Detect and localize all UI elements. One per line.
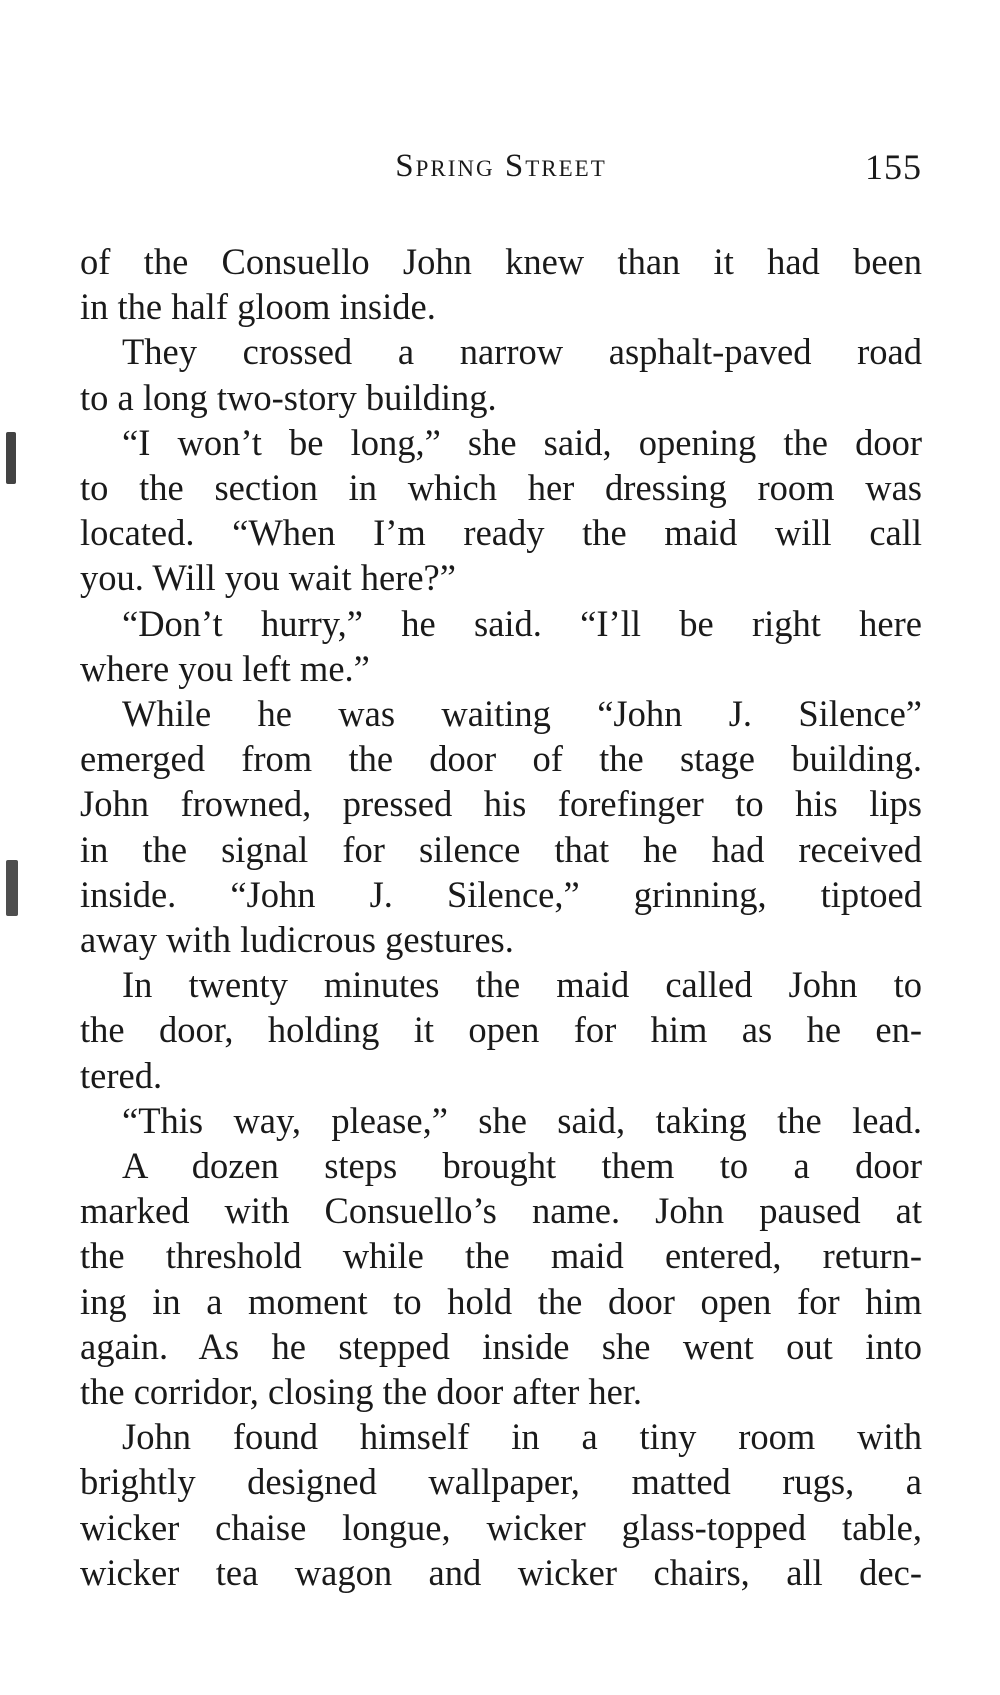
paragraph [80,691,922,962]
text-line: inside. “John J. Silence,” grinning, tiptoed [80,873,922,915]
text-line: John found himself in a tiny room with [122,1416,922,1458]
paragraph [80,1414,922,1595]
text-line: to the section in which her dressing room was [80,467,922,509]
paragraph [80,1098,922,1143]
paragraph [80,420,922,601]
running-title: Spring Street [395,148,607,184]
text-line: to a long two-story building. [80,376,497,418]
text-line: “I won’t be long,” she said, opening the door [122,421,922,463]
text-line: the threshold while the maid entered, return- [80,1235,922,1277]
scan-speck [6,432,16,484]
text-line: in the signal for silence that he had received [80,828,922,870]
paragraph [80,601,922,691]
paragraph [80,329,922,419]
text-line: again. As he stepped inside she went out into [80,1325,922,1367]
text-line: ing in a moment to hold the door open for him [80,1280,922,1322]
paragraph [80,239,922,329]
text-line: located. “When I’m ready the maid will call [80,512,922,554]
text-line: They crossed a narrow asphalt-paved road [122,331,922,373]
text-line: away with ludicrous gestures. [80,919,514,961]
running-head [80,148,922,194]
text-line: “Don’t hurry,” he said. “I’ll be right here [122,602,922,644]
text-line: you. Will you wait here?” [80,557,456,599]
text-line: the corridor, closing the door after her. [80,1371,643,1413]
text-line: “This way, please,” she said, taking the lead. [122,1099,922,1141]
text-line: In twenty minutes the maid called John to [122,964,922,1006]
text-line: of the Consuello John knew than it had been [80,241,922,282]
text-line: tered. [80,1054,163,1096]
scan-speck [6,860,18,916]
text-line: A dozen steps brought them to a door [122,1145,922,1187]
text-line: emerged from the door of the stage building. [80,738,922,780]
page-number: 155 [865,147,922,187]
text-line: wicker tea wagon and wicker chairs, all dec- [80,1551,922,1593]
paragraph [80,962,922,1098]
paragraph [80,1143,922,1414]
text-line: the door, holding it open for him as he en- [80,1009,922,1051]
text-line: marked with Consuello’s name. John paused at [80,1190,922,1232]
text-line: brightly designed wallpaper, matted rugs, a [80,1461,922,1503]
text-line: where you left me.” [80,647,370,689]
text-line: While he was waiting “John J. Silence” [122,693,922,735]
text-line: John frowned, pressed his forefinger to his lips [80,783,922,825]
text-line: in the half gloom inside. [80,286,436,328]
text-line: wicker chaise longue, wicker glass-topped table, [80,1506,922,1548]
body-text [80,239,922,1595]
